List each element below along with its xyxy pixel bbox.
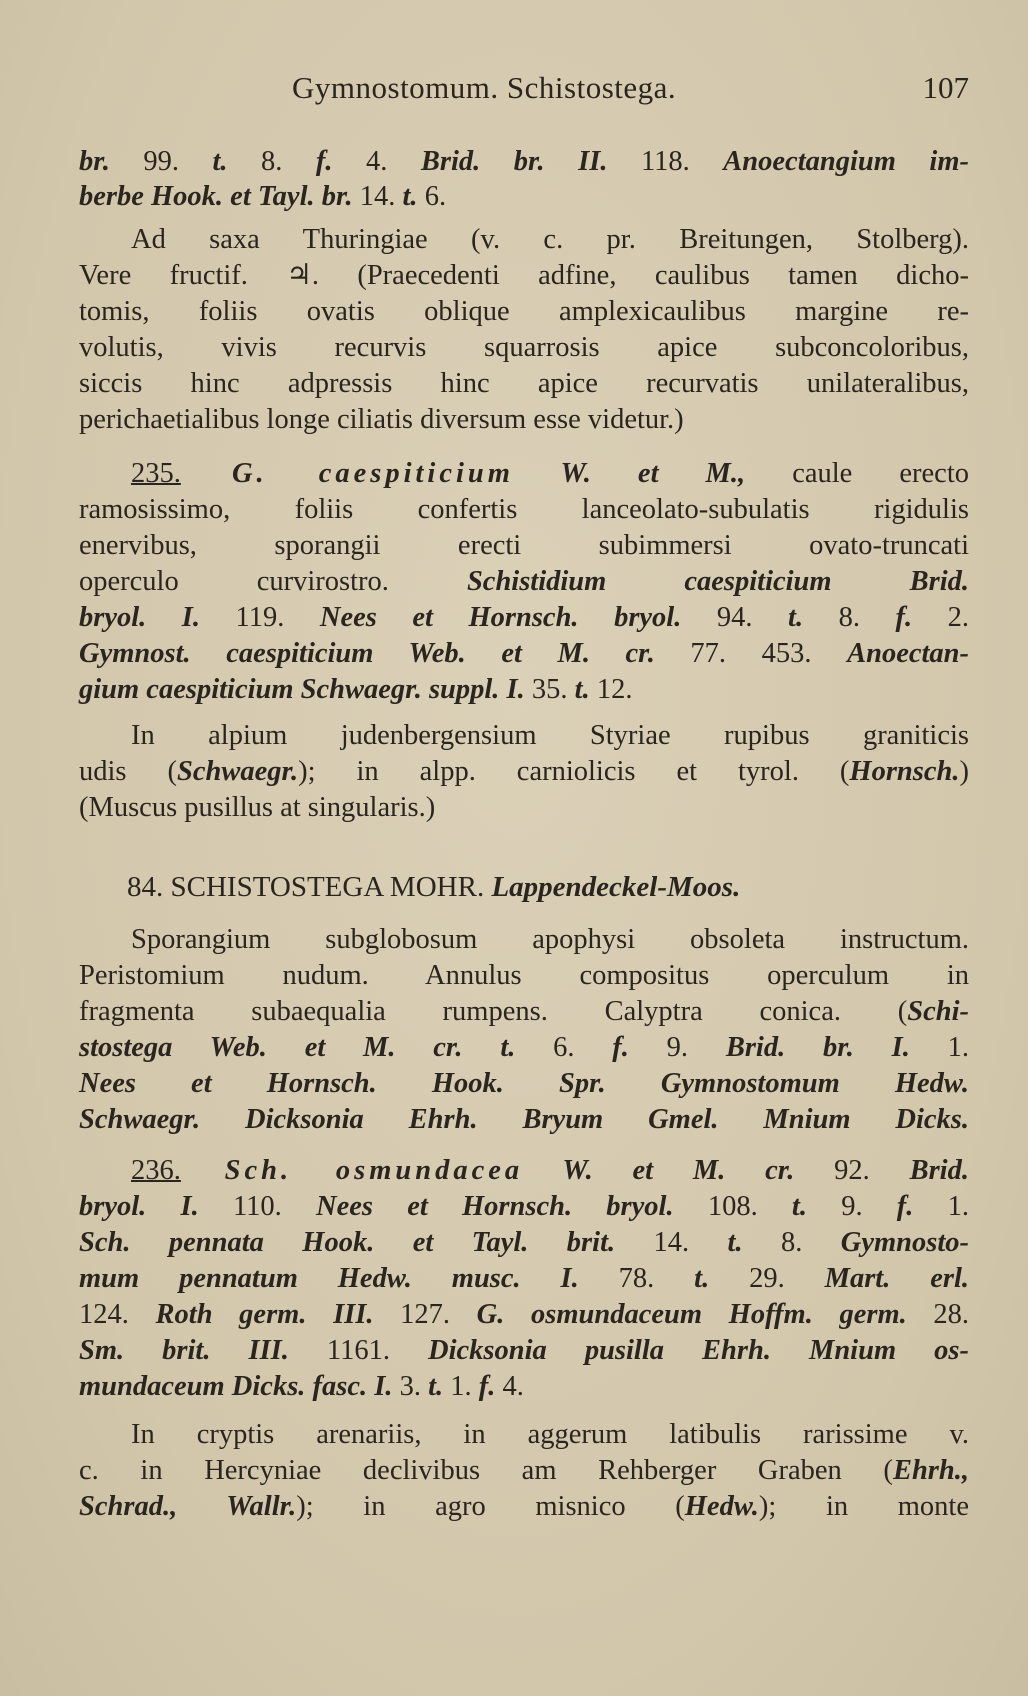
text-line bbox=[79, 1369, 969, 1405]
text-segment: 1. bbox=[913, 1191, 970, 1222]
italic-citation: Sch. osmundacea bbox=[180, 1155, 524, 1186]
genus-german-name: Lappendeckel-Moos. bbox=[491, 871, 741, 903]
italic-citation: Brid. br. I. bbox=[725, 1032, 910, 1063]
italic-citation: Schwaegr. bbox=[176, 756, 299, 787]
italic-citation: t. bbox=[574, 674, 590, 705]
text-line bbox=[79, 754, 969, 790]
italic-citation: Roth germ. III. bbox=[155, 1299, 374, 1330]
section-heading bbox=[127, 869, 740, 905]
text-segment: 77. 453. bbox=[654, 638, 848, 669]
text-line bbox=[79, 1102, 969, 1138]
text-segment: 4. bbox=[495, 1371, 524, 1402]
text-line bbox=[79, 402, 969, 438]
italic-citation: t. bbox=[402, 181, 418, 212]
text-segment: perichaetialibus longe ciliatis diversum esse videtur.) bbox=[79, 404, 684, 435]
text-line bbox=[79, 636, 969, 672]
italic-citation: t. bbox=[694, 1263, 710, 1294]
italic-citation: Schrad., Wallr. bbox=[79, 1491, 297, 1522]
text-line bbox=[131, 718, 969, 754]
italic-citation: bryol. I. bbox=[79, 1191, 199, 1222]
text-line bbox=[79, 1066, 969, 1102]
text-segment: siccis hinc adpressis hinc apice recurvatis unilateralibus, bbox=[79, 368, 969, 399]
italic-citation: Schwaegr. Dicksonia Ehrh. Bryum Gmel. Mnium Dicks. bbox=[79, 1104, 969, 1135]
italic-citation: gium caespiticium Schwaegr. suppl. I. bbox=[79, 674, 525, 705]
text-segment: 29. bbox=[709, 1263, 825, 1294]
italic-citation: t. bbox=[791, 1191, 807, 1222]
italic-citation: W. et M., bbox=[513, 458, 746, 489]
text-segment: In alpium judenbergensium Styriae rupibus graniticis bbox=[131, 720, 969, 751]
text-line bbox=[79, 294, 969, 330]
text-segment: 14. bbox=[615, 1227, 728, 1258]
text-segment: caule erecto bbox=[745, 458, 969, 489]
species-number: 236. bbox=[131, 1155, 181, 1186]
italic-citation: W. et M. cr. bbox=[523, 1155, 795, 1186]
text-segment: 127. bbox=[373, 1299, 477, 1330]
text-line bbox=[131, 456, 969, 492]
genus-heading: 84. SCHISTOSTEGA MOHR. bbox=[127, 871, 492, 903]
text-segment: 124. bbox=[79, 1299, 156, 1330]
italic-citation: f. bbox=[315, 146, 333, 177]
text-line bbox=[79, 672, 969, 708]
text-line bbox=[131, 222, 969, 258]
text-segment: udis ( bbox=[79, 756, 177, 787]
text-line bbox=[79, 144, 969, 180]
text-segment: 6. bbox=[515, 1032, 613, 1063]
italic-citation: Schi- bbox=[907, 996, 969, 1027]
running-header-title: Gymnostomum. Schistostega. bbox=[292, 70, 677, 105]
italic-citation: Anoectangium im- bbox=[723, 146, 969, 177]
text-segment: 14. bbox=[352, 181, 403, 212]
italic-citation: f. bbox=[612, 1032, 629, 1063]
text-segment: tomis, foliis ovatis oblique amplexicaulibus margine re- bbox=[79, 296, 969, 327]
italic-citation: bryol. I. bbox=[79, 602, 201, 633]
italic-citation: Hornsch. bbox=[849, 756, 960, 787]
text-segment: 1. bbox=[443, 1371, 479, 1402]
text-segment: 9. bbox=[628, 1032, 726, 1063]
text-line bbox=[79, 1333, 969, 1369]
text-segment: ); in agro misnico ( bbox=[296, 1491, 685, 1522]
italic-citation: Gymnosto- bbox=[840, 1227, 970, 1258]
text-line bbox=[131, 1417, 969, 1453]
text-segment: 6. bbox=[417, 181, 447, 212]
text-segment: 3. bbox=[392, 1371, 429, 1402]
text-segment: 9. bbox=[806, 1191, 897, 1222]
text-segment: Ad saxa Thuringiae (v. c. pr. Breitungen, Stolberg). bbox=[131, 224, 969, 255]
text-line bbox=[79, 600, 969, 636]
italic-citation: Sch. pennata Hook. et Tayl. brit. bbox=[79, 1227, 616, 1258]
text-segment: 119. bbox=[200, 602, 320, 633]
text-line bbox=[79, 179, 969, 215]
text-line bbox=[79, 1453, 969, 1489]
italic-citation: Nees et Hornsch. Hook. Spr. Gymnostomum Hedw. bbox=[79, 1068, 969, 1099]
text-line bbox=[79, 1297, 969, 1333]
text-segment: 92. bbox=[794, 1155, 910, 1186]
text-line bbox=[79, 528, 969, 564]
text-segment: (Muscus pusillus at singularis.) bbox=[79, 792, 436, 823]
italic-citation: stostega Web. et M. cr. t. bbox=[79, 1032, 516, 1063]
text-line bbox=[79, 564, 969, 600]
text-segment: c. in Hercyniae declivibus am Rehberger Graben ( bbox=[79, 1455, 893, 1486]
text-segment: 8. bbox=[227, 146, 316, 177]
text-segment: fragmenta subaequalia rumpens. Calyptra conica. ( bbox=[79, 996, 908, 1027]
italic-citation: t. bbox=[428, 1371, 444, 1402]
page-number: 107 bbox=[922, 70, 969, 105]
italic-citation: Anoectan- bbox=[847, 638, 970, 669]
italic-citation: Gymnost. caespiticium Web. et M. cr. bbox=[79, 638, 655, 669]
text-segment: 35. bbox=[524, 674, 575, 705]
italic-citation: Schistidium caespiticium Brid. bbox=[466, 566, 969, 597]
italic-citation: t. bbox=[788, 602, 804, 633]
italic-citation: Sm. brit. III. bbox=[79, 1335, 289, 1366]
text-segment: 28. bbox=[906, 1299, 970, 1330]
text-segment: 12. bbox=[589, 674, 633, 705]
text-line bbox=[79, 1030, 969, 1066]
text-line bbox=[79, 492, 969, 528]
text-segment: enervibus, sporangii erecti subimmersi ovato-truncati bbox=[79, 530, 969, 561]
italic-citation: Dicksonia pusilla Ehrh. Mnium os- bbox=[428, 1335, 969, 1366]
text-segment: 99. bbox=[109, 146, 213, 177]
italic-citation: t. bbox=[727, 1227, 743, 1258]
text-line bbox=[79, 994, 969, 1030]
text-segment: 8. bbox=[742, 1227, 841, 1258]
italic-citation: br. bbox=[79, 146, 110, 177]
text-segment: In cryptis arenariis, in aggerum latibulis rarissime v. bbox=[131, 1419, 969, 1450]
text-line bbox=[79, 1489, 969, 1525]
italic-citation: Ehrh., bbox=[892, 1455, 969, 1486]
italic-citation: mundaceum Dicks. fasc. I. bbox=[79, 1371, 393, 1402]
italic-citation: G. caespiticium bbox=[180, 458, 514, 489]
text-line bbox=[79, 258, 969, 294]
text-segment: 110. bbox=[198, 1191, 317, 1222]
text-segment: Sporangium subglobosum apophysi obsoleta instructum. bbox=[131, 924, 969, 955]
text-segment: ramosissimo, foliis confertis lanceolato-subulatis rigidulis bbox=[79, 494, 969, 525]
text-segment: 1. bbox=[909, 1032, 970, 1063]
text-line bbox=[79, 790, 969, 826]
text-segment: Peristomium nudum. Annulus compositus operculum in bbox=[79, 960, 969, 991]
text-segment: 8. bbox=[803, 602, 896, 633]
text-segment: 94. bbox=[681, 602, 789, 633]
italic-citation: f. bbox=[478, 1371, 496, 1402]
italic-citation: berbe Hook. et Tayl. br. bbox=[79, 181, 353, 212]
italic-citation: f. bbox=[895, 602, 913, 633]
text-line bbox=[79, 366, 969, 402]
text-segment: 78. bbox=[578, 1263, 695, 1294]
italic-citation: Brid. bbox=[909, 1155, 969, 1186]
text-line bbox=[131, 1153, 969, 1189]
text-line bbox=[79, 1225, 969, 1261]
italic-citation: mum pennatum Hedw. musc. I. bbox=[79, 1263, 579, 1294]
italic-citation: Nees et Hornsch. bryol. bbox=[319, 602, 682, 633]
italic-citation: Nees et Hornsch. bryol. bbox=[316, 1191, 674, 1222]
text-segment: operculo curvirostro. bbox=[79, 566, 467, 597]
text-segment: Vere fructif. ♃. (Praecedenti adfine, caulibus tamen dicho- bbox=[79, 260, 969, 291]
italic-citation: G. osmundaceum Hoffm. germ. bbox=[476, 1299, 907, 1330]
italic-citation: Brid. br. II. bbox=[420, 146, 608, 177]
text-line bbox=[79, 330, 969, 366]
text-segment: 1161. bbox=[288, 1335, 429, 1366]
italic-citation: f. bbox=[896, 1191, 914, 1222]
text-segment: ); in monte bbox=[758, 1491, 969, 1522]
text-line bbox=[79, 958, 969, 994]
text-line bbox=[79, 1261, 969, 1297]
text-segment: 118. bbox=[607, 146, 724, 177]
species-number: 235. bbox=[131, 458, 181, 489]
text-line bbox=[131, 922, 969, 958]
italic-citation: Mart. erl. bbox=[824, 1263, 970, 1294]
text-segment: 2. bbox=[912, 602, 970, 633]
text-segment: volutis, vivis recurvis squarrosis apice subconcoloribus, bbox=[79, 332, 969, 363]
text-segment: 4. bbox=[332, 146, 421, 177]
text-segment: 108. bbox=[673, 1191, 792, 1222]
text-line bbox=[79, 1189, 969, 1225]
italic-citation: t. bbox=[212, 146, 228, 177]
italic-citation: Hedw. bbox=[684, 1491, 759, 1522]
text-segment: ) bbox=[959, 756, 969, 787]
text-segment: ); in alpp. carniolicis et tyrol. ( bbox=[298, 756, 850, 787]
